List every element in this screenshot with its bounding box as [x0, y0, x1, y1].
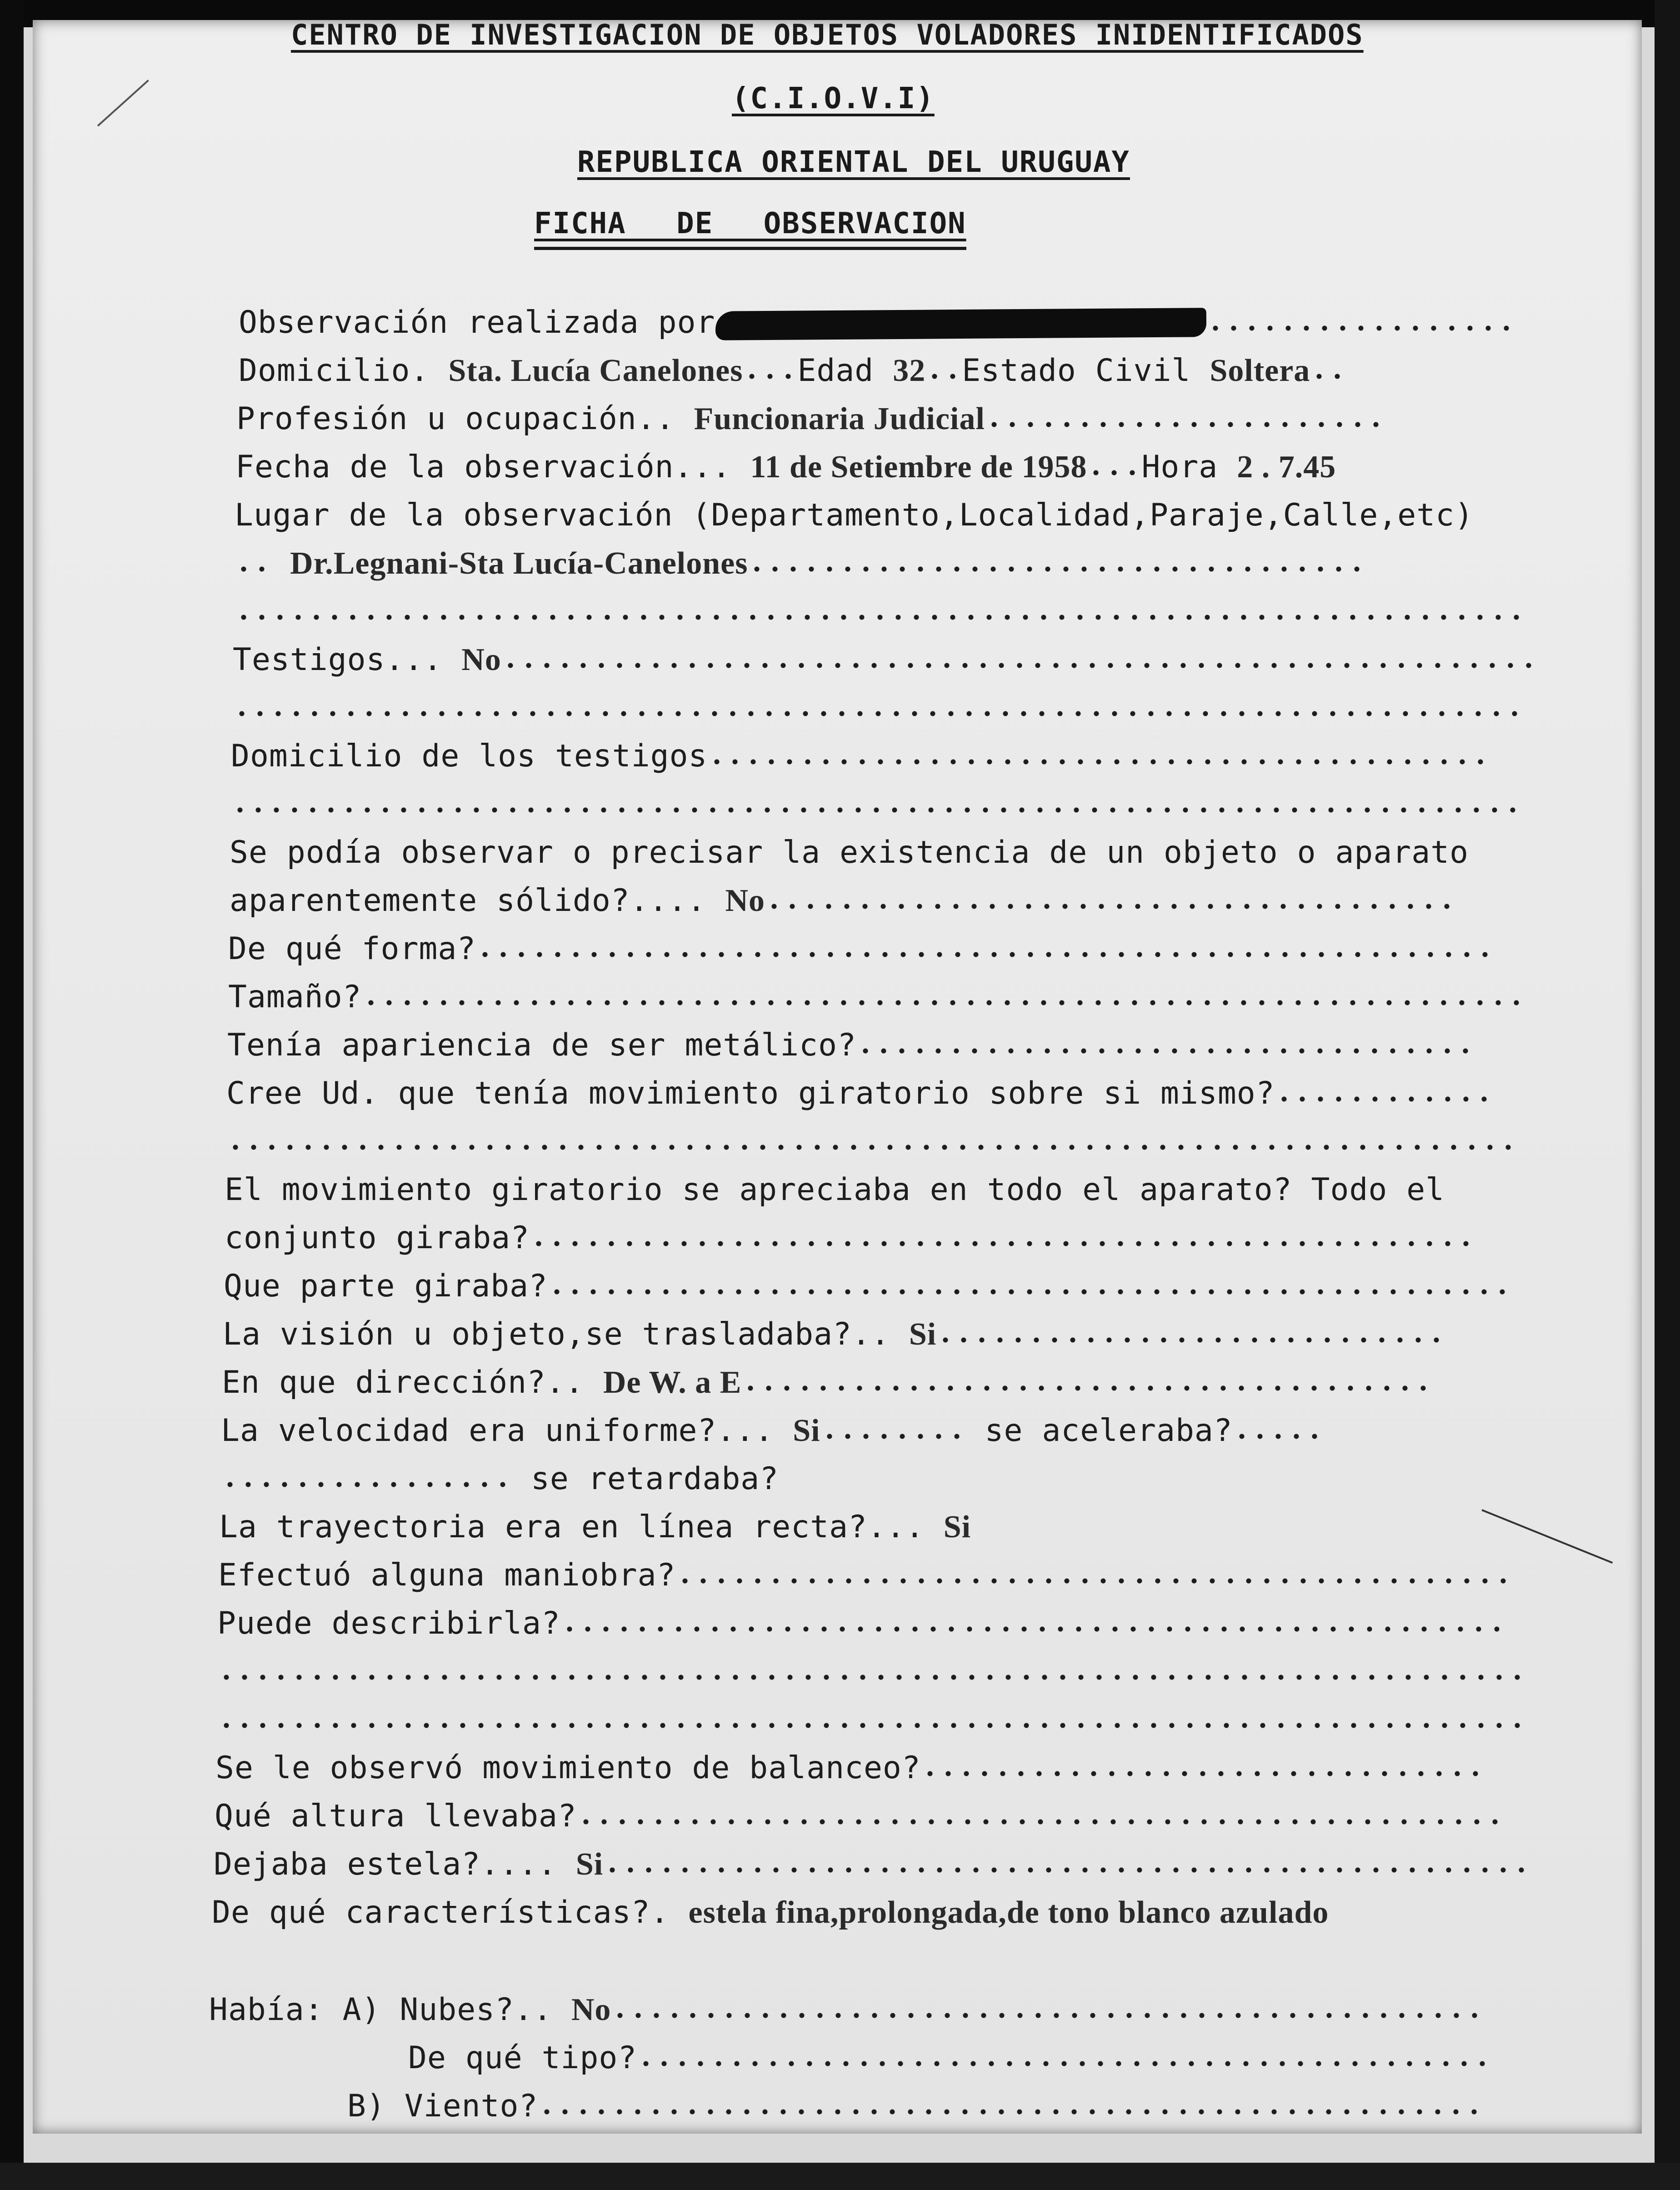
swing-row: [215, 1750, 1485, 1788]
rotation-all-row: [225, 1172, 1445, 1210]
date-label: Fecha de la observación...: [235, 449, 731, 485]
leader-dots: [856, 1046, 1475, 1055]
leader-dots: [362, 998, 1525, 1007]
leader-dots: [921, 1769, 1485, 1778]
form-title: FICHA DE OBSERVACION: [534, 207, 966, 250]
date-value: 11 de Setiembre de 1958: [750, 450, 1087, 485]
leader-dots: [577, 1817, 1504, 1826]
civil-status-label: Estado Civil: [962, 353, 1191, 389]
solid-answer-label: aparentemente sólido?....: [230, 883, 706, 919]
altitude-label: Qué altura llevaba?: [215, 1798, 577, 1834]
leader-dots: [985, 420, 1385, 429]
shape-label: De qué forma?: [228, 931, 476, 967]
place-value-row: [235, 545, 1366, 584]
rotation-part-label: Que parte giraba?: [224, 1268, 548, 1304]
leader-dots: [1275, 1095, 1493, 1104]
acceleration-label: se aceleraba?: [985, 1413, 1233, 1449]
witnesses-value: No: [461, 642, 501, 677]
leader-dots: [530, 1239, 1475, 1248]
trail-characteristics-row: [212, 1895, 1329, 1933]
leader-dots: [1206, 324, 1515, 333]
blank-row: [226, 1124, 1517, 1162]
rotation-part-row: [224, 1268, 1511, 1306]
solid-question-row: [230, 835, 1469, 873]
leader-dots: [748, 565, 1366, 574]
film-border-bottom: [0, 2163, 1680, 2190]
hour-label: Hora: [1141, 449, 1218, 485]
leader-dots: [538, 2107, 1483, 2116]
film-border-left: [0, 0, 24, 2190]
solid-answer-row: [230, 883, 1456, 921]
rotation-row: [226, 1075, 1493, 1114]
moving-row: [223, 1316, 1445, 1355]
clouds-row: [209, 1992, 1484, 2030]
leader-dots: [548, 1287, 1511, 1296]
profession-row: [236, 401, 1385, 439]
film-border-right: [1655, 0, 1680, 2190]
solid-question-label: Se podía observar o precisar la existencia de un objeto o aparato: [230, 835, 1469, 870]
leader-dots: [235, 565, 271, 574]
speed-value: Si: [793, 1413, 820, 1448]
maneuver-label: Efectuó alguna maniobra?: [218, 1557, 676, 1593]
country-title: REPUBLICA ORIENTAL DEL URUGUAY: [577, 145, 1130, 179]
leader-dots: [501, 661, 1538, 670]
organization-acronym: (C.I.O.V.I): [732, 82, 935, 115]
leader-dots: [235, 613, 1525, 622]
observer-label: Observación realizada por: [239, 305, 715, 340]
leader-dots: [676, 1576, 1512, 1585]
leader-dots: [233, 709, 1524, 718]
domicile-value: Sta. Lucía Canelones: [448, 353, 743, 388]
trail-characteristics-value: estela fina,prolongada,de tono blanco azulado: [688, 1895, 1329, 1930]
direction-label: En que dirección?..: [222, 1365, 584, 1400]
wind-row: [347, 2088, 1483, 2126]
organization-title: CENTRO DE INVESTIGACION DE OBJETOS VOLADORES INIDENTIFICADOS: [291, 18, 1364, 51]
shape-row: [228, 931, 1494, 969]
witness-domicile-label: Domicilio de los testigos: [231, 738, 708, 774]
straight-value: Si: [943, 1510, 971, 1545]
blank-row: [233, 690, 1524, 728]
cloud-type-row: [408, 2040, 1491, 2078]
blank-row: [235, 594, 1525, 632]
witnesses-row: [233, 642, 1538, 680]
witnesses-label: Testigos...: [233, 642, 443, 678]
blank-row: [217, 1654, 1526, 1692]
deceleration-label: se retardaba?: [530, 1461, 779, 1497]
size-row: [228, 979, 1525, 1017]
trail-characteristics-label: De qué características?.: [212, 1895, 670, 1930]
wind-label: B) Viento?: [347, 2088, 538, 2124]
place-label-row: [235, 497, 1474, 535]
place-label: Lugar de la observación (Departamento,Localidad,Paraje,Calle,etc): [235, 497, 1474, 533]
describe-row: [217, 1605, 1506, 1644]
trail-label: Dejaba estela?....: [214, 1846, 557, 1882]
rotation-whole-label: conjunto giraba?: [225, 1220, 530, 1256]
leader-dots: [743, 372, 797, 381]
observer-row: [239, 305, 1515, 343]
maneuver-row: [218, 1557, 1512, 1595]
domicile-row: [239, 353, 1346, 391]
hour-value: 2 . 7.45: [1237, 450, 1336, 485]
leader-dots: [611, 2011, 1484, 2020]
leader-dots: [820, 1432, 966, 1441]
trail-value: Si: [575, 1847, 604, 1882]
size-label: Tamaño?: [228, 979, 362, 1015]
clouds-value: No: [571, 1992, 611, 2027]
metallic-label: Tenía apariencia de ser metálico?: [227, 1027, 857, 1063]
leader-dots: [637, 2059, 1491, 2068]
rotation-all-label: El movimiento giratorio se apreciaba en todo el aparato? Todo el: [225, 1172, 1445, 1208]
leader-dots: [231, 805, 1522, 815]
profession-label: Profesión u ocupación..: [236, 401, 675, 437]
swing-label: Se le observó movimiento de balanceo?: [215, 1750, 921, 1786]
leader-dots: [476, 950, 1494, 959]
deceleration-row: [221, 1461, 779, 1499]
profession-value: Funcionaria Judicial: [694, 401, 985, 436]
trail-row: [214, 1846, 1530, 1885]
leader-dots: [226, 1143, 1517, 1152]
leader-dots: [603, 1865, 1530, 1875]
rotation-label: Cree Ud. que tenía movimiento giratorio sobre si mismo?: [226, 1075, 1275, 1111]
altitude-row: [215, 1798, 1504, 1836]
speed-row: [221, 1413, 1324, 1451]
date-row: [235, 449, 1336, 487]
civil-status-value: Soltera: [1210, 353, 1310, 388]
moving-value: Si: [909, 1317, 937, 1352]
age-label: Edad: [797, 353, 874, 389]
solid-answer-value: No: [725, 883, 765, 918]
speed-label: La velocidad era uniforme?...: [221, 1413, 774, 1449]
leader-dots: [217, 1673, 1526, 1682]
direction-row: [222, 1365, 1432, 1403]
moving-label: La visión u objeto,se trasladaba?..: [223, 1316, 890, 1352]
age-value: 32: [893, 353, 926, 388]
leader-dots: [1310, 372, 1346, 381]
metallic-row: [227, 1027, 1475, 1065]
blank-row: [217, 1702, 1526, 1740]
place-value: Dr.Legnani-Sta Lucía-Canelones: [290, 546, 748, 581]
leader-dots: [925, 372, 962, 381]
leader-dots: [217, 1721, 1526, 1730]
straight-label: La trayectoria era en línea recta?...: [219, 1509, 925, 1545]
cloud-type-label: De qué tipo?: [408, 2040, 637, 2076]
witness-domicile-row: [231, 738, 1490, 776]
domicile-label: Domicilio.: [239, 353, 430, 389]
leader-dots: [741, 1384, 1432, 1393]
leader-dots: [936, 1335, 1445, 1345]
leader-dots: [221, 1480, 512, 1489]
rotation-whole-row: [225, 1220, 1475, 1258]
redaction-bar: [715, 308, 1206, 341]
leader-dots: [1087, 468, 1141, 477]
direction-value: De W. a E: [603, 1365, 742, 1400]
straight-row: [219, 1509, 971, 1547]
leader-dots: [560, 1625, 1506, 1634]
leader-dots: [708, 757, 1490, 766]
blank-row: [231, 786, 1522, 825]
leader-dots: [765, 902, 1456, 911]
describe-label: Puede describirla?: [217, 1605, 560, 1641]
leader-dots: [1233, 1432, 1324, 1441]
clouds-label: Había: A) Nubes?..: [209, 1992, 552, 2028]
